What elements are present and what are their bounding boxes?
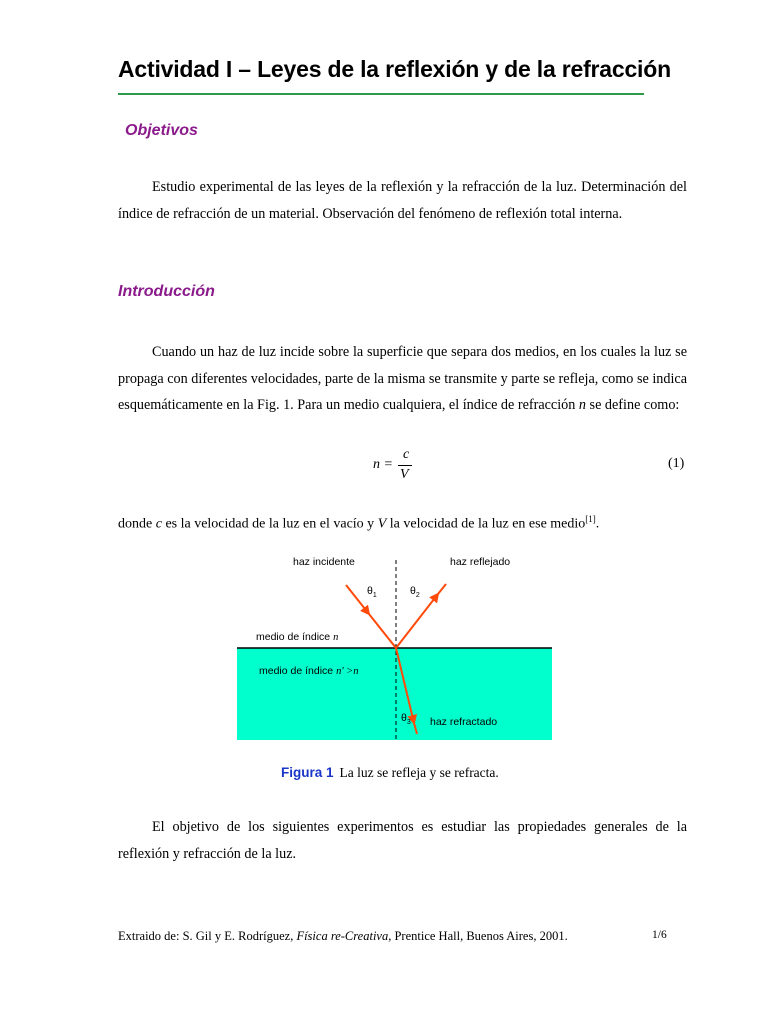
footer-citation [118, 929, 568, 944]
theta-3-subscript: 3 [406, 719, 411, 727]
footer-text-2: , Prentice Hall, Buenos Aires, 2001. [388, 929, 568, 943]
theta-1-subscript: 1 [372, 592, 377, 600]
equation-lhs: n = [373, 457, 393, 472]
theta-2-subscript: 2 [415, 592, 420, 600]
theta-3-symbol: θ [401, 712, 407, 724]
reflected-ray-tail [438, 584, 446, 594]
label-theta-3 [401, 712, 411, 726]
var-v: V [377, 516, 387, 532]
equation-numerator: c [403, 447, 410, 462]
label-refracted-beam: haz refractado [430, 716, 498, 728]
medium-n-prime-var: n' >n [336, 666, 359, 677]
where-text-1: donde [118, 516, 156, 532]
medium-n-text: medio de índice [256, 631, 334, 643]
figure-caption [281, 765, 499, 781]
objetivos-paragraph: Estudio experimental de las leyes de la reflexión y la refracción de la luz. Determinación del índice de refracción de un material. Observación del fenómeno de reflexión total interna. [118, 179, 687, 222]
intro-text-1: Cuando un haz de luz incide sobre la superficie que separa dos medios, en los cuales la luz se propaga con diferentes velocidades, parte de la misma se transmite y parte se refleja, como se indica esquemáticamente en la Fig. 1. Para un medio cualquiera, el índice de refracción [118, 344, 687, 413]
equation-denominator: V [400, 467, 409, 482]
closing-paragraph: El objetivo de los siguientes experimentos es estudiar las propiedades generales de la reflexión y refracción de la luz. [118, 819, 687, 862]
footer-book-title: Física re-Creativa [296, 929, 389, 943]
footer-text-1: Extraido de: S. Gil y E. Rodríguez, [118, 929, 297, 943]
page-title: Actividad I – Leyes de la reflexión y de la refracción [118, 56, 671, 82]
caption-text: La luz se refleja y se refracta. [339, 765, 499, 780]
reflected-ray [396, 594, 438, 648]
medium-n-prime-text: medio de índice [259, 665, 337, 677]
equation-number: (1) [668, 456, 685, 471]
where-text-2: es la velocidad de la luz en el vacío y [161, 516, 378, 532]
label-medium-n [256, 631, 338, 643]
label-medium-n-prime [259, 665, 359, 677]
theta-1-symbol: θ [367, 585, 373, 597]
medium-n-prime-region [237, 648, 552, 740]
introduccion-heading: Introducción [118, 283, 215, 300]
incident-ray [346, 585, 369, 614]
intro-var-n: n [578, 397, 586, 413]
label-reflected-beam: haz reflejado [450, 556, 511, 568]
var-c: c [155, 516, 162, 532]
label-theta-1 [367, 585, 377, 599]
theta-2-symbol: θ [410, 585, 416, 597]
incident-ray-tail [369, 614, 396, 648]
label-theta-2 [410, 585, 420, 599]
objetivos-heading: Objetivos [125, 122, 198, 139]
intro-text-2: se define como: [586, 397, 680, 413]
page-number: 1/6 [652, 929, 667, 941]
label-incident-beam: haz incidente [293, 556, 355, 568]
where-text-3: la velocidad de la luz en ese medio [386, 516, 586, 532]
where-text-4: . [595, 516, 600, 532]
reference-1: [1] [585, 514, 596, 524]
caption-label: Figura 1 [281, 765, 334, 780]
medium-n-var: n [333, 632, 339, 643]
